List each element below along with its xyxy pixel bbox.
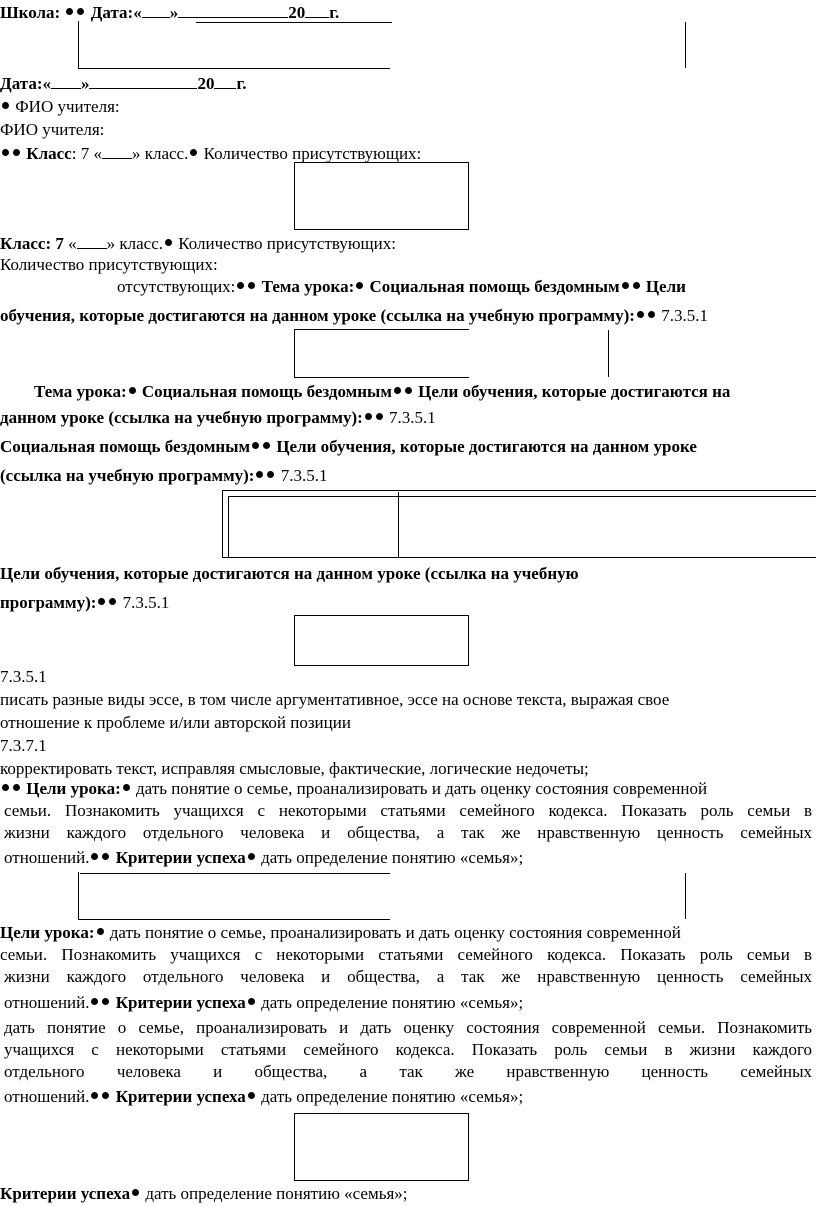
lesson-goals-text: жизни каждого отдельного человека и общества, а так же нравственную ценность семейных xyxy=(4,967,812,986)
goals-label: программу): xyxy=(0,593,97,612)
empty-box xyxy=(294,1113,469,1181)
teacher-line-2 xyxy=(0,120,104,140)
bullet-icon xyxy=(248,1092,255,1099)
empty-box xyxy=(294,615,469,666)
present-label: Количество присутствующих: xyxy=(0,255,218,274)
bullet-icon xyxy=(190,149,197,156)
lesson-goals-end xyxy=(4,993,523,1013)
date-label: Дата:« xyxy=(0,74,51,93)
goals-line-3 xyxy=(0,466,327,486)
blank-line xyxy=(305,2,329,18)
objective-code: 7.3.5.1 xyxy=(280,466,328,485)
bullet-icon xyxy=(13,784,20,791)
class-label: Класс: xyxy=(0,234,52,253)
vertical-rule xyxy=(685,22,686,68)
goals-line-4 xyxy=(0,564,579,584)
present-line xyxy=(0,255,218,275)
criteria-label: Критерии успеха xyxy=(115,848,246,867)
form-frame xyxy=(78,21,390,69)
lesson-goals-text: жизни каждого отдельного человека и общества, а так же нравственную ценность семейных xyxy=(4,823,812,842)
bullet-icon xyxy=(77,8,84,15)
bullet-icon xyxy=(263,442,270,449)
bullet-icon xyxy=(248,998,255,1005)
goals-line-2 xyxy=(0,408,436,428)
table-frame-inner xyxy=(228,496,816,558)
empty-box xyxy=(294,162,469,230)
blank-line xyxy=(89,73,197,89)
bullet-icon xyxy=(648,311,655,318)
lesson-goals-text: семьи. Познакомить учащихся с некоторыми статьями семейного кодекса. Показать роль семьи в xyxy=(0,945,812,964)
bullet-icon xyxy=(102,998,109,1005)
bullet-icon xyxy=(256,471,263,478)
topic-line-2 xyxy=(34,382,730,402)
objective-code: 7.3.5.1 xyxy=(389,408,436,427)
bullet-icon xyxy=(102,1092,109,1099)
class-close: » класс. xyxy=(106,234,164,253)
lesson-goals-end xyxy=(4,848,523,868)
bullet-icon xyxy=(97,928,104,935)
teacher-label: ФИО учителя: xyxy=(0,120,105,139)
lesson-goals-line xyxy=(0,779,707,799)
objective-text: отношение к проблеме и/или авторской позиции xyxy=(0,713,351,732)
objective-text: писать разные виды эссе, в том числе аргументативное, эссе на основе текста, выражая свое xyxy=(0,690,670,709)
teacher-label: ФИО учителя: xyxy=(15,97,120,116)
goals-label: (ссылка на учебную программу): xyxy=(0,466,255,485)
lesson-goals-label: Цели урока: xyxy=(0,923,95,942)
criteria-label: Критерии успеха xyxy=(0,1184,131,1203)
year-suffix: г. xyxy=(329,3,340,22)
topic-value: Социальная помощь бездомным xyxy=(369,277,620,296)
form-frame xyxy=(294,329,469,378)
class-number: 7 xyxy=(80,144,90,163)
bullet-icon xyxy=(248,853,255,860)
class-label: Класс xyxy=(26,144,72,163)
lesson-goals-text: отдельного человека и общества, а так же нравственную ценность семейных xyxy=(4,1062,812,1081)
bullet-icon xyxy=(132,1189,139,1196)
bullet-icon xyxy=(66,8,73,15)
goals-line xyxy=(0,306,708,326)
date-line xyxy=(0,73,247,94)
bullet-icon xyxy=(109,598,116,605)
class-open: « xyxy=(93,144,102,163)
blank-line xyxy=(51,73,81,89)
bullet-icon xyxy=(91,998,98,1005)
date-close: » xyxy=(169,3,179,22)
bullet-icon xyxy=(13,149,20,156)
bullet-icon xyxy=(237,282,244,289)
topic-value: Социальная помощь бездомным xyxy=(0,437,251,456)
topic-label: Тема урока: xyxy=(261,277,355,296)
bullet-icon xyxy=(633,282,640,289)
vertical-rule xyxy=(685,873,686,919)
lesson-goals-text: отношений. xyxy=(4,993,90,1012)
bullet-icon xyxy=(123,784,130,791)
bullet-icon xyxy=(2,784,9,791)
lesson-goals-end xyxy=(4,1087,523,1107)
lesson-goals-label: Цели урока: xyxy=(26,779,121,798)
bullet-icon xyxy=(356,282,363,289)
goals-label: обучения, которые достигаются на данном уроке (ссылка на учебную программу): xyxy=(0,306,635,325)
blank-line xyxy=(142,2,170,18)
goals-label: Цели обучения, которые достигаются на данном уроке xyxy=(276,437,697,456)
bullet-icon xyxy=(267,471,274,478)
criteria-text: дать определение понятию «семья»; xyxy=(261,1087,524,1106)
bullet-icon xyxy=(98,598,105,605)
underline xyxy=(80,873,390,874)
class-line xyxy=(0,143,421,164)
bullet-icon xyxy=(2,102,9,109)
criteria-label: Критерии успеха xyxy=(115,993,246,1012)
bullet-icon xyxy=(91,1092,98,1099)
bullet-icon xyxy=(376,413,383,420)
lesson-goals-text: дать понятие о семье, проанализировать и дать оценку состояния современной xyxy=(109,923,681,942)
class-open: « xyxy=(68,234,77,253)
year: 20 xyxy=(197,74,215,93)
lesson-goals-text: учащихся с некоторыми статьями семейного кодекса. Показать роль семьи в жизни каждого xyxy=(4,1040,812,1059)
school-date-line xyxy=(0,2,339,23)
objective-text: корректировать текст, исправляя смысловые, фактические, логические недочеты; xyxy=(0,759,589,778)
class-number: 7 xyxy=(55,234,64,253)
lesson-goals-text: дать понятие о семье, проанализировать и дать оценку состояния современной семьи. Познакомить xyxy=(4,1018,812,1037)
table-column-divider xyxy=(398,492,399,558)
criteria-text: дать определение понятию «семья»; xyxy=(261,848,524,867)
blank-line xyxy=(214,73,236,89)
bullet-icon xyxy=(102,853,109,860)
goals-line-5 xyxy=(0,593,169,613)
bullet-icon xyxy=(91,853,98,860)
criteria-label: Критерии успеха xyxy=(115,1087,246,1106)
objective-code: 7.3.5.1 xyxy=(661,306,708,325)
criteria-text: дать определение понятию «семья»; xyxy=(261,993,524,1012)
criteria-text: дать определение понятию «семья»; xyxy=(145,1184,408,1203)
objective-code: 7.3.5.1 xyxy=(0,667,47,686)
lesson-goals-line xyxy=(0,923,681,943)
class-colon: : xyxy=(71,144,77,163)
bullet-icon xyxy=(405,387,412,394)
criteria-line xyxy=(0,1184,408,1204)
bullet-icon xyxy=(2,149,9,156)
goals-label: данном уроке (ссылка на учебную программу): xyxy=(0,408,363,427)
bullet-icon xyxy=(365,413,372,420)
goals-label: Цели xyxy=(645,277,686,296)
topic-line-3 xyxy=(0,437,697,457)
objective-code: 7.3.7.1 xyxy=(0,736,47,755)
year: 20 xyxy=(288,3,306,22)
goals-label: Цели обучения, которые достигаются на xyxy=(418,382,731,401)
blank-line xyxy=(77,233,107,249)
topic-label: Тема урока: xyxy=(34,382,127,401)
present-label: Количество присутствующих: xyxy=(178,234,396,253)
date-label: Дата:« xyxy=(90,3,142,22)
bullet-icon xyxy=(394,387,401,394)
bullet-icon xyxy=(637,311,644,318)
bullet-icon xyxy=(165,239,172,246)
bullet-icon xyxy=(622,282,629,289)
class-close: » класс. xyxy=(131,144,189,163)
lesson-goals-text: дать понятие о семье, проанализировать и дать оценку состояния современной xyxy=(136,779,708,798)
lesson-goals-text: отношений. xyxy=(4,848,90,867)
topic-value: Социальная помощь бездомным xyxy=(141,382,392,401)
blank-line xyxy=(178,2,288,18)
blank-line xyxy=(102,143,132,159)
date-close: » xyxy=(80,74,90,93)
lesson-goals-text: семьи. Познакомить учащихся с некоторыми статьями семейного кодекса. Показать роль семьи в xyxy=(4,801,812,820)
class-line-2 xyxy=(0,233,396,254)
present-label: Количество присутствующих: xyxy=(203,144,422,163)
bullet-icon xyxy=(248,282,255,289)
goals-label: Цели обучения, которые достигаются на данном уроке (ссылка на учебную xyxy=(0,564,579,583)
form-frame xyxy=(78,872,390,920)
year-suffix: г. xyxy=(236,74,247,93)
bullet-icon xyxy=(129,387,136,394)
lesson-goals-text: отношений. xyxy=(4,1087,90,1106)
school-label: Школа: xyxy=(0,3,61,22)
absent-label: отсутствующих: xyxy=(117,277,236,296)
bullet-icon xyxy=(252,442,259,449)
absent-topic-line xyxy=(117,277,686,297)
teacher-line xyxy=(0,97,120,117)
objective-code: 7.3.5.1 xyxy=(122,593,170,612)
vertical-rule xyxy=(608,330,609,377)
